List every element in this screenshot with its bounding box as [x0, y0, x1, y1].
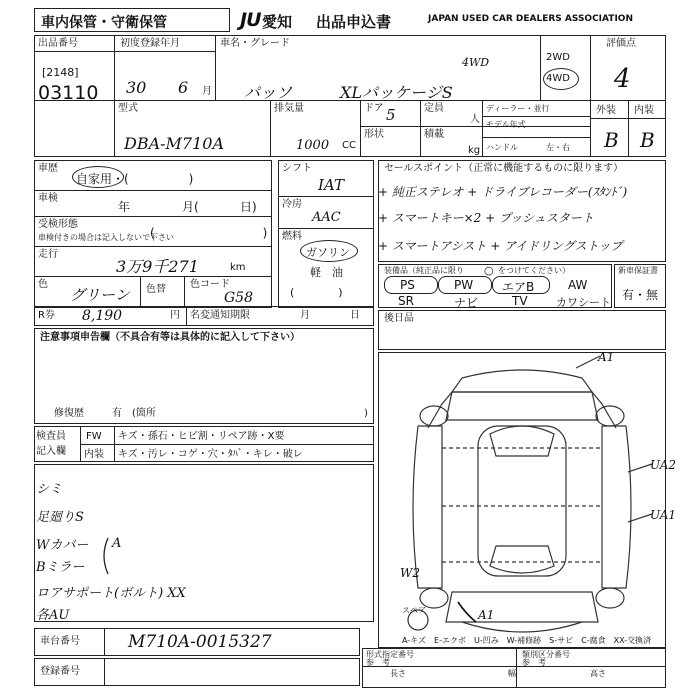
repair-value: 有 (箇所	[112, 408, 156, 419]
displacement-unit: CC	[342, 140, 356, 151]
inspector-entry-label: 記入欄	[36, 446, 66, 457]
interior-check-label: 内装	[84, 449, 104, 460]
equip-ps: PS	[400, 278, 415, 292]
fw-label: FW	[86, 431, 102, 442]
equip-sr: SR	[398, 294, 414, 308]
equip-airbag: エアB	[502, 280, 535, 294]
note-bracket-icon	[96, 536, 116, 576]
capacity-label: 定員	[424, 103, 444, 114]
shape-label: 形状	[364, 129, 384, 140]
mileage-value: 3万9千271	[116, 257, 199, 276]
selling-point-3: + スマートアシスト + アイドリングストップ	[378, 239, 623, 253]
repair-label: 修復歴	[54, 408, 84, 419]
interior-label: 内装	[634, 105, 654, 116]
lot-number: 03110	[38, 82, 99, 104]
dims-length: 長さ	[390, 669, 406, 678]
name-change-day: 日	[350, 310, 360, 321]
history-circle	[72, 166, 124, 188]
class-number-label: 類別区分番号	[522, 650, 570, 659]
interior-grade: B	[640, 128, 655, 152]
type-designation-label: 形式指定番号	[366, 650, 414, 659]
first-reg-year: 30	[126, 78, 147, 97]
warranty-label: 新車保証書	[618, 266, 658, 275]
receive-sub: 車検付きの場合は記入しないで下さい	[38, 233, 174, 242]
name-change-label: 名変通知期限	[190, 310, 250, 321]
equip-pw: PW	[454, 278, 474, 292]
dealer-label: ディーラー・並行	[486, 104, 550, 113]
equip-navi: ナビ	[454, 296, 479, 310]
storage-label-box	[34, 8, 230, 32]
damage-label: UA2	[650, 458, 677, 472]
color-value: グリーン	[70, 286, 130, 304]
ac-value: AAC	[312, 210, 341, 225]
selling-point-2: + スマートキー×2 + プッシュスタート	[378, 211, 594, 225]
model-value: DBA-M710A	[124, 134, 225, 153]
exterior-label: 外装	[596, 105, 616, 116]
drive-4wd: 4WD	[546, 73, 570, 84]
dims-width: 幅	[508, 669, 516, 678]
car-outline-icon	[378, 352, 666, 648]
fuel-circle	[300, 240, 358, 262]
inspection-label: 車検	[38, 193, 58, 204]
fuel-label: 燃料	[282, 231, 302, 242]
equipment-header-tail: をつけてください）	[498, 266, 570, 275]
receive-paren: ( )	[150, 226, 268, 240]
class-number-ref: 参 考	[522, 658, 546, 667]
org-name: 愛知	[262, 13, 293, 31]
first-reg-label: 初度登録年月	[120, 38, 180, 49]
fuel-petrol: ガソリン	[306, 246, 350, 259]
color-label: 色	[38, 279, 48, 290]
spare-label: スペア	[402, 606, 426, 615]
color-code-label: 色コード	[190, 279, 230, 290]
fw-items: キズ・孫石・ヒビ割・リペア跡・X要	[118, 431, 285, 442]
repair-close: )	[364, 408, 368, 419]
after-items-box	[378, 310, 666, 350]
displacement-value: 1000	[296, 138, 330, 153]
drive-2wd: 2WD	[546, 52, 570, 63]
inspection-day: 日)	[240, 200, 257, 214]
exterior-grade: B	[604, 128, 619, 152]
note-line: Bミラー	[36, 560, 85, 575]
capacity-unit: 人	[470, 114, 480, 125]
rating-label: 評価点	[606, 38, 636, 49]
fuel-paren: ( )	[290, 286, 343, 299]
recycle-unit: 円	[170, 310, 180, 321]
note-line: ロアサポート(ボルト) XX	[36, 586, 186, 601]
drive-4wd-circle	[543, 68, 579, 90]
registration-row	[34, 658, 360, 686]
model-year-label: モデル年式	[486, 120, 526, 129]
damage-label: UA1	[650, 508, 677, 522]
lot-sub-number: [2148]	[42, 66, 79, 79]
warranty-options: 有・無	[622, 288, 659, 302]
storage-label: 車内保管・守衛保管	[41, 15, 167, 31]
ju-logo: JU	[240, 9, 261, 31]
selling-points-header: セールスポイント（正常に機能するものに限ります）	[384, 163, 624, 174]
type-designation-ref: 参 考	[366, 658, 390, 667]
history-value: 自家用・( )	[76, 172, 194, 186]
load-unit: kg	[468, 145, 481, 156]
car-name-label: 車名・グレード	[220, 38, 290, 49]
inspection-month: 月(	[182, 200, 199, 214]
note-line: シミ	[36, 482, 63, 497]
after-items-label: 後日品	[384, 313, 414, 324]
model-label: 型式	[118, 103, 138, 114]
month-unit: 月	[202, 86, 212, 97]
handle-options: 左・右	[546, 143, 570, 152]
door-label: ドア	[364, 103, 384, 114]
note-line: Wカバー	[36, 538, 89, 553]
note-line: 各AU	[36, 608, 70, 623]
shift-label: シフト	[282, 163, 312, 174]
damage-label: A1	[598, 350, 615, 364]
association-name: JAPAN USED CAR DEALERS ASSOCIATION	[428, 14, 633, 24]
equip-tv: TV	[512, 294, 528, 308]
door-value: 5	[386, 106, 396, 124]
dims-height: 高さ	[590, 669, 606, 678]
mileage-label: 走行	[38, 249, 58, 260]
fuel-diesel: 軽 油	[310, 266, 343, 279]
drive-note: 4WD	[462, 56, 490, 69]
damage-legend: A-キズ E-エクボ U-凹み W-補修跡 S-サビ C-腐食 XX-交換済	[402, 636, 652, 645]
lot-number-label: 出品番号	[38, 38, 78, 49]
equipment-header: 装備品（純正品に限り	[384, 266, 464, 275]
rating-value: 4	[614, 64, 631, 94]
car-name: パッソ	[244, 83, 293, 102]
shift-value: IAT	[318, 176, 344, 194]
doc-title: 出品申込書	[316, 13, 392, 31]
recycle-label: R券	[38, 310, 55, 321]
interior-items: キズ・汚レ・コゲ・穴・ﾀﾊﾞ・キレ・破レ	[118, 449, 303, 460]
registration-label: 登録番号	[40, 666, 80, 677]
inspector-label: 検査員	[36, 431, 66, 442]
handle-label: ハンドル	[486, 143, 518, 152]
displacement-label: 排気量	[274, 103, 304, 114]
ac-label: 冷房	[282, 199, 302, 210]
load-label: 積載	[424, 129, 444, 140]
damage-label: A1	[478, 608, 495, 622]
first-reg-month: 6	[178, 78, 189, 97]
receive-label: 受検形態	[38, 219, 78, 230]
notes-header: 注意事項申告欄（不具合有等は具体的に記入して下さい）	[40, 332, 300, 343]
inspection-year: 年	[118, 200, 131, 214]
name-change-month: 月	[300, 310, 310, 321]
car-grade: XLパッケージS	[340, 83, 453, 102]
equip-aw: AW	[568, 278, 588, 292]
repaint-label: 色替	[146, 284, 166, 295]
damage-label: W2	[400, 566, 420, 580]
circle-mark-icon: ○	[484, 264, 494, 277]
mileage-unit: km	[230, 262, 246, 273]
chassis-number: M710A-0015327	[128, 632, 272, 652]
recycle-value: 8,190	[82, 308, 123, 324]
equip-carpet: カワシート	[556, 296, 611, 309]
selling-point-1: + 純正ステレオ + ドライブレコーダー(ｽﾀﾝﾄﾞ)	[378, 185, 628, 199]
history-label: 車歴	[38, 163, 58, 174]
note-annotation: A	[112, 536, 122, 551]
color-code-value: G58	[224, 290, 253, 306]
note-line: 足廻りS	[36, 510, 84, 525]
chassis-label: 車台番号	[40, 636, 80, 647]
